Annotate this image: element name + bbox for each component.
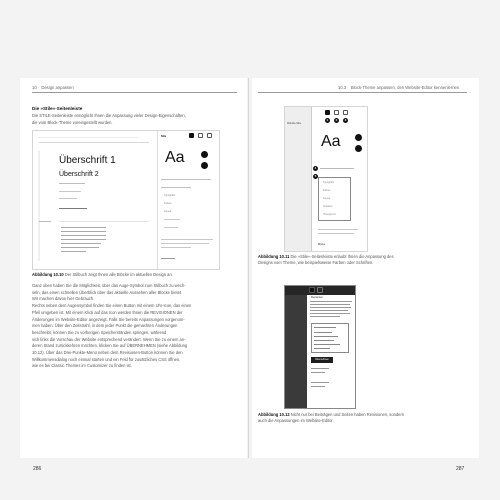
figure-10-12-label: Abbildung 10.12 bbox=[258, 412, 290, 417]
body-line: beschreibt, können Sie zu vorherigen Speicherständen springen, während bbox=[32, 329, 167, 335]
body-line: Wir machen davon hier Gebrauch. bbox=[32, 296, 95, 302]
body-line: Ganz oben haben Sie die Möglichkeit, über das Auge-Symbol zum Stilbuch zu wech- bbox=[32, 283, 186, 288]
figure-10-12-text-2: auch die Anpassungen im Website-Editor. bbox=[258, 418, 334, 424]
section-heading: Die »Stile«-Seitenleiste bbox=[32, 106, 83, 111]
right-header-rule bbox=[258, 92, 467, 93]
preview-heading-one: Überschrift 1 bbox=[59, 155, 116, 166]
figure-10-11-label: Abbildung 10.11 bbox=[258, 254, 290, 259]
body-line: sich links die Vorschau der Website entsprechend verändert. Wenn Sie zu einem an- bbox=[32, 336, 186, 342]
figure-10-11-text-2: Designs vom Theme, wie beispielsweise Farben oder Schriften. bbox=[258, 260, 374, 266]
intro-paragraph bbox=[32, 113, 186, 126]
right-running-head-number: 10.3 bbox=[338, 85, 347, 90]
styles-panel-title: Stile bbox=[161, 135, 167, 138]
site-styles-label: Website-Stile bbox=[287, 122, 302, 125]
menu-layout[interactable]: Layout bbox=[164, 210, 172, 213]
styles-sidebar-screenshot bbox=[284, 106, 368, 252]
callout-badge: 5 bbox=[314, 174, 317, 178]
left-running-head bbox=[32, 85, 74, 90]
apply-button[interactable]: Übernehmen bbox=[311, 357, 333, 363]
preview-sample-text: Aa bbox=[165, 149, 185, 166]
revisions-icon[interactable] bbox=[198, 133, 203, 138]
eye-icon[interactable] bbox=[325, 110, 330, 115]
preview-sample-text: Aa bbox=[321, 133, 341, 150]
list-hintergrund[interactable]: Hintergrund bbox=[323, 213, 336, 216]
left-header-rule bbox=[32, 92, 237, 93]
figure-10-11-caption bbox=[258, 254, 463, 266]
left-running-head-title: Design anpassen bbox=[41, 85, 74, 90]
list-schatten[interactable]: Schatten bbox=[323, 205, 333, 208]
figure-10-12-caption bbox=[258, 412, 463, 424]
left-running-head-number: 10 bbox=[32, 85, 37, 90]
figure-10-11-text: Die »Stile«-Seitenleiste erlaubt Ihnen die Anpassung des bbox=[290, 254, 394, 259]
intro-line: Die STILE-Seitenleiste ermöglicht Ihnen die Anpassung vieler Design-Eigenschaften, bbox=[32, 113, 186, 118]
figure-10-10-label: Abbildung 10.10 bbox=[32, 272, 64, 277]
style-book-screenshot bbox=[32, 130, 220, 270]
body-line: Rechts neben dem Augensymbol finden Sie einen Button mit einem Uhr-Icon, das einen bbox=[32, 303, 192, 309]
intro-line: die vom Block-Theme voreingestellt wurden. bbox=[32, 119, 113, 125]
blocks-label[interactable]: Blöcke bbox=[318, 243, 326, 246]
revisions-screenshot bbox=[284, 285, 356, 409]
left-folio: 286 bbox=[33, 466, 42, 472]
figure-10-12-text: Nicht nur bei Beiträgen und Seiten haben Revisionen, sondern bbox=[290, 412, 405, 417]
more-menu-icon[interactable] bbox=[207, 133, 212, 138]
more-menu-icon[interactable] bbox=[343, 110, 348, 115]
revisions-icon[interactable] bbox=[334, 110, 339, 115]
list-typografie[interactable]: Typografie bbox=[323, 181, 335, 184]
list-farben[interactable]: Farben bbox=[323, 189, 331, 192]
right-folio: 287 bbox=[456, 466, 465, 472]
eye-icon[interactable] bbox=[189, 133, 194, 138]
body-line: men haben: Über den Zeitstrahl, in dem jeder Punkt die gemachten Änderungen bbox=[32, 323, 178, 329]
body-line: Pfeil umgeben ist. Mit einem Klick auf das Icon werden Ihnen die REVISIONEN der bbox=[32, 309, 183, 315]
body-line: wie es bei Classic Themes im Customizer zu finden ist. bbox=[32, 363, 132, 369]
book-gutter bbox=[248, 78, 249, 458]
figure-10-10-text: Der Stilbuch zeigt Ihnen alle Blöcke im aktuellen Design an. bbox=[64, 272, 173, 277]
callout-badge: 3 bbox=[344, 118, 347, 122]
callout-badge: 2 bbox=[335, 118, 338, 122]
menu-farben[interactable]: Farben bbox=[164, 202, 172, 205]
body-line: seln, das einen schnellen Überblick über das aktuelle Aussehen aller Blöcke bietet. bbox=[32, 289, 183, 295]
right-running-head-title: Block-Theme anpassen, den Website-Editor kennenlernen bbox=[350, 85, 460, 90]
revisions-title: Revisionen bbox=[311, 296, 323, 299]
body-line: deren Stand zurückkehren möchten, klicken Sie auf ÜBERNEHMEN (siehe Abbildung bbox=[32, 343, 188, 349]
left-body-paragraphs bbox=[32, 283, 242, 370]
list-layout[interactable]: Layout bbox=[323, 197, 331, 200]
body-line: Änderungen im Website-Editor angezeigt. Falls Sie bereits Anpassungen vorgenom- bbox=[32, 316, 185, 322]
body-line: 10.12). Über das Drei-Punkte-Menü neben dem Revisionen-Button können Sie den bbox=[32, 350, 183, 356]
preview-heading-two: Überschrift 2 bbox=[59, 171, 99, 178]
callout-badge: 4 bbox=[314, 166, 317, 170]
callout-badge: 1 bbox=[326, 118, 329, 122]
right-running-head bbox=[338, 85, 459, 90]
body-line: Willkommensdialog noch einmal starten und ein Feld für zusätzliches CSS öffnen, bbox=[32, 356, 181, 362]
menu-typografie[interactable]: Typografie bbox=[164, 194, 176, 197]
figure-10-10-caption bbox=[32, 272, 222, 278]
